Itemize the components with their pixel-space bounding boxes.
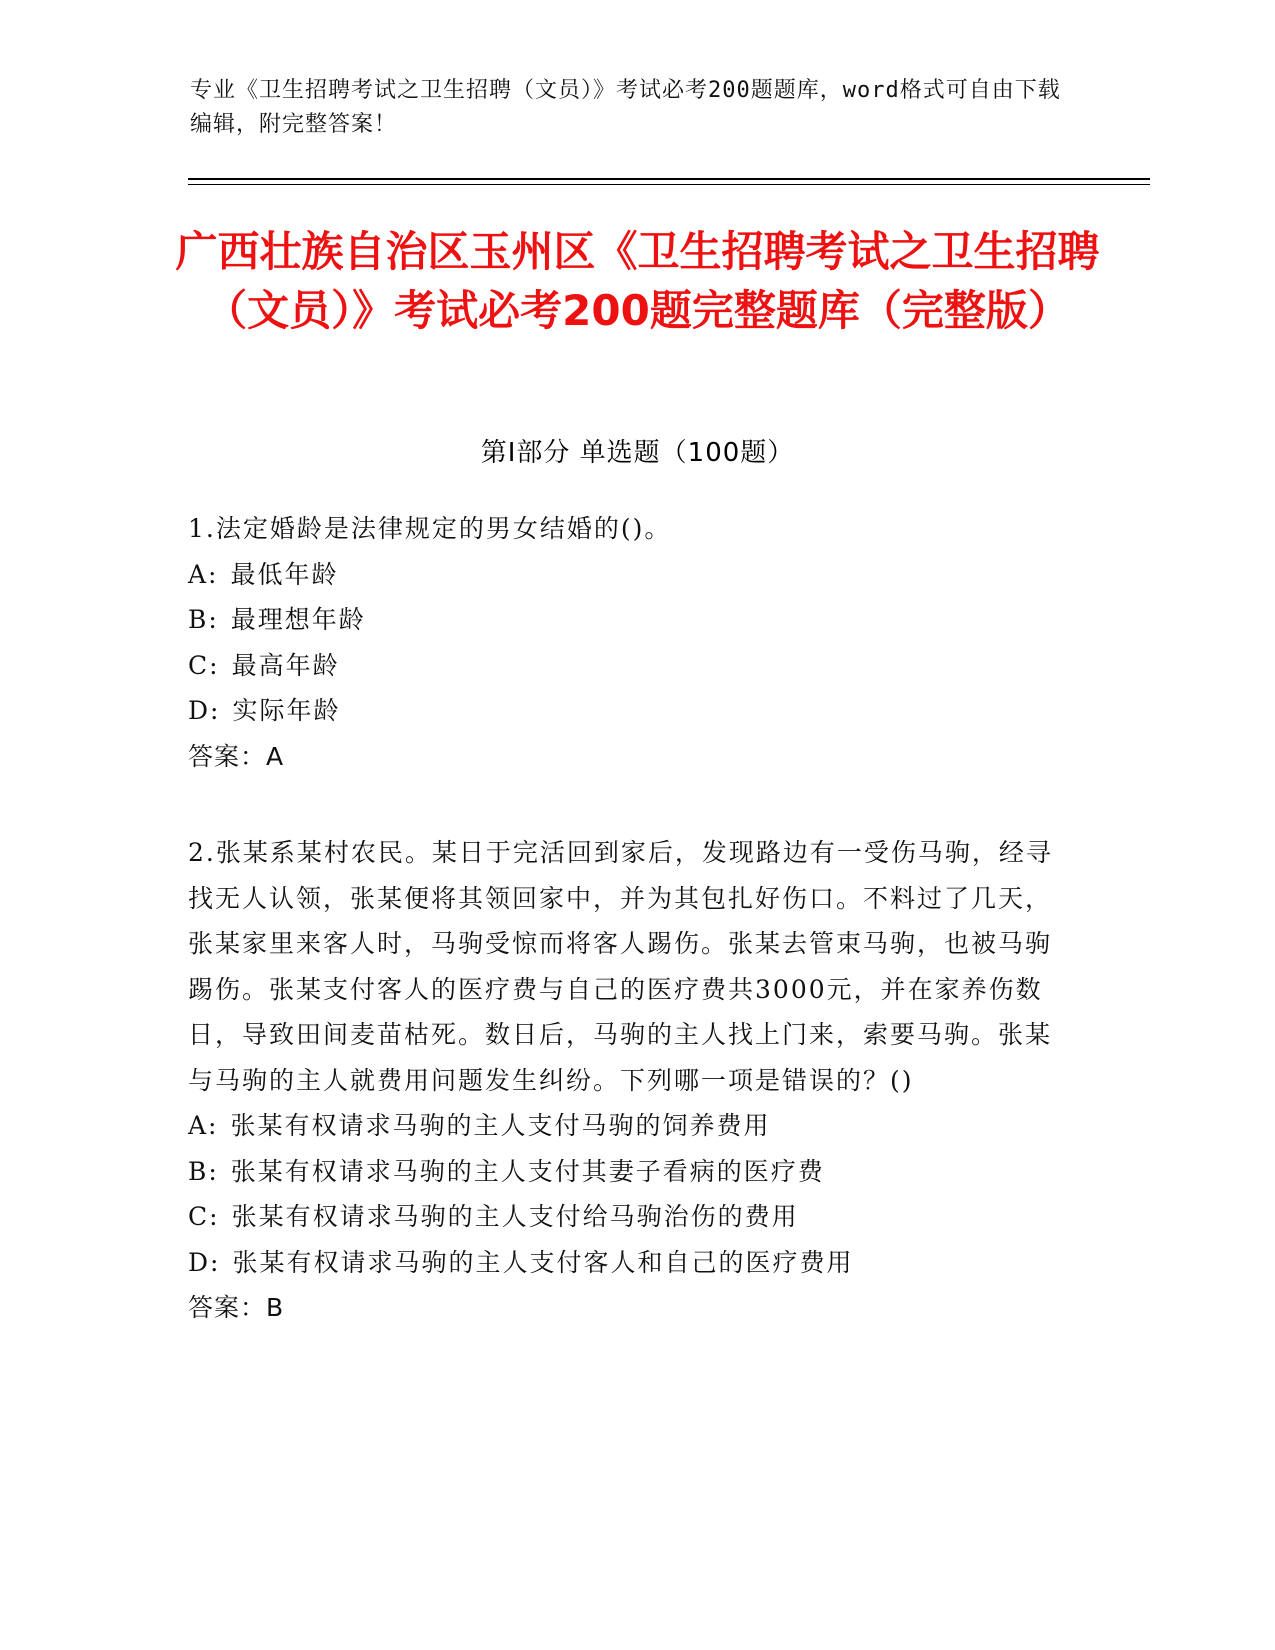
header-divider-thin [188,184,1150,185]
option-letter: D: [188,1247,221,1277]
option-text: 最低年龄 [230,559,339,589]
answer-line: 答案：A [188,741,285,771]
option-text: 张某有权请求马驹的主人支付马驹的饲养费用 [230,1111,771,1140]
document-title: 广西壮族自治区玉州区《卫生招聘考试之卫生招聘（文员）》考试必考200题完整题库（完整版） [175,227,1100,335]
answer-line: 答案：B [188,1293,285,1322]
option-c [188,1194,1078,1240]
option-text: 张某有权请求马驹的主人支付给马驹治伤的费用 [231,1202,799,1231]
option-letter: B: [188,1156,219,1186]
question-1 [188,506,1078,779]
option-d [188,688,1078,734]
option-letter: C: [188,650,220,680]
option-c [188,643,1078,689]
option-text: 张某有权请求马驹的主人支付客人和自己的医疗费用 [232,1247,854,1277]
header-divider [188,178,1150,180]
option-text: 最理想年龄 [230,605,366,634]
header-note: 专业《卫生招聘考试之卫生招聘（文员）》考试必考200题题库，word格式可自由下载编辑，附完整答案！ [190,78,1061,137]
option-text: 最高年龄 [231,650,340,680]
option-a [188,1103,1078,1149]
option-b [188,1149,1078,1195]
option-text: 张某有权请求马驹的主人支付其妻子看病的医疗费 [230,1156,825,1186]
question-2 [188,830,1078,1331]
option-letter: B: [188,605,219,634]
option-letter: D: [188,696,221,725]
section-title: 第Ⅰ部分 单选题（100题） [480,438,795,468]
question-stem: 2.张某系某村农民。某日于完活回到家后，发现路边有一受伤马驹，经寻找无人认领，张某便将其领回家中，并为其包扎好伤口。不料过了几天，张某家里来客人时，马驹受惊而将客人踢伤。张某去管束马驹，也被马驹踢伤。张某支付客人的医疗费与自己的医疗费共3000元，并在家养伤数日，导致田间麦苗枯死。数日后，马驹的主人找上门来，索要马驹。张某与马驹的主人就费用问题发生纠纷。下列哪一项是错误的？() [188,838,1053,1095]
option-text: 实际年龄 [232,696,341,725]
option-letter: C: [188,1202,220,1231]
option-d [188,1240,1078,1286]
option-b [188,597,1078,643]
question-stem: 1.法定婚龄是法律规定的男女结婚的()。 [188,514,672,543]
option-a [188,552,1078,598]
option-letter: A: [188,1111,219,1140]
option-letter: A: [188,559,219,589]
